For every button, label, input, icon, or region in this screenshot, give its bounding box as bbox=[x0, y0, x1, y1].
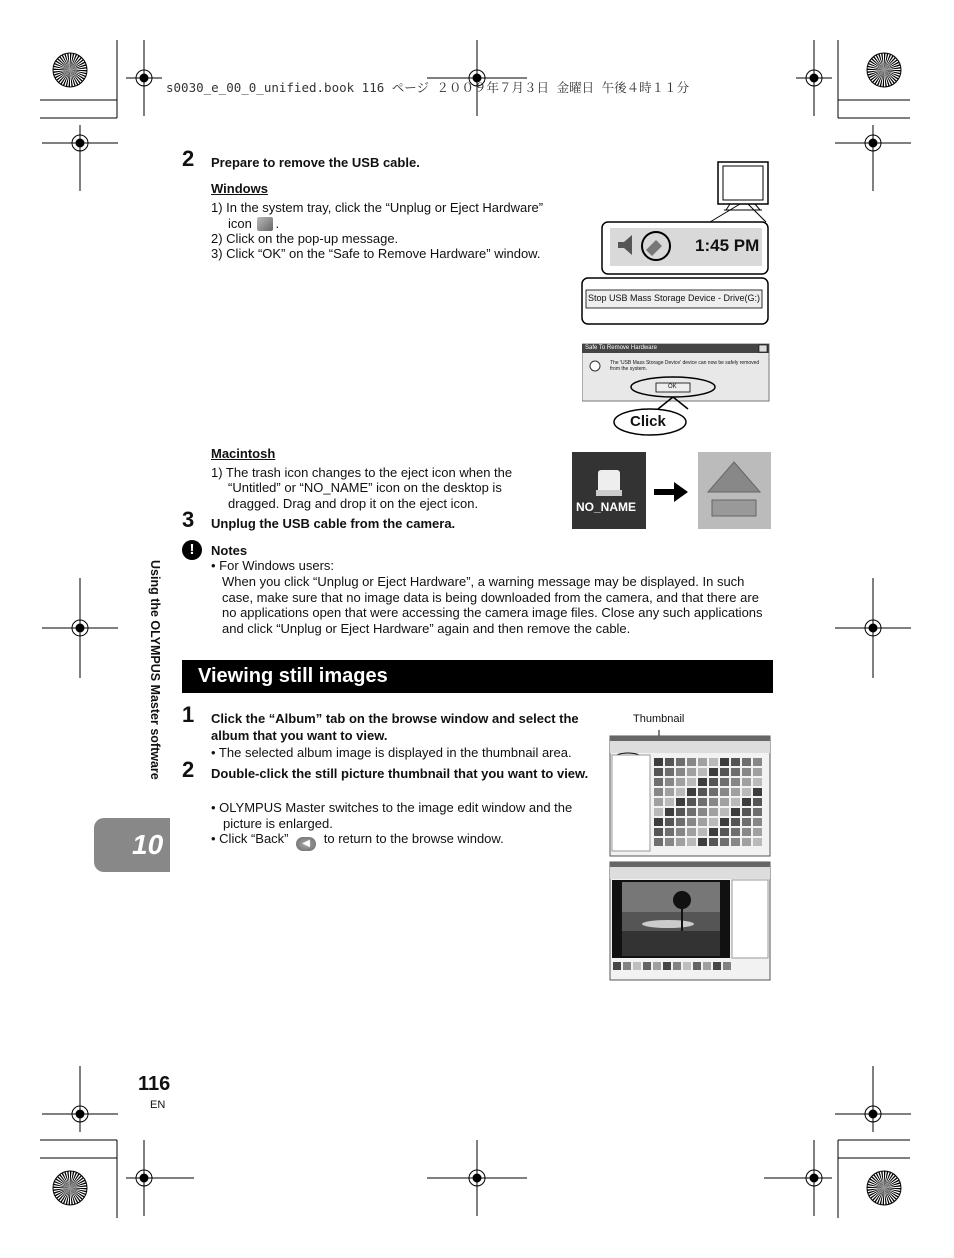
thumbnail-cell bbox=[665, 788, 674, 796]
thumbnail-cell bbox=[742, 808, 751, 816]
thumbnail-cell bbox=[731, 758, 740, 766]
thumbnail-cell bbox=[731, 808, 740, 816]
registration-star bbox=[70, 53, 71, 70]
thumbnail-cell bbox=[720, 758, 729, 766]
registration-star bbox=[69, 1188, 70, 1205]
thumbnail-cell bbox=[731, 778, 740, 786]
safe-remove-dialog bbox=[582, 343, 770, 438]
thumbnail-cell bbox=[687, 768, 696, 776]
mac-line-1: 1) The trash icon changes to the eject icon when the bbox=[211, 465, 513, 480]
thumbnail-cell bbox=[665, 758, 674, 766]
thumbnail-cell bbox=[698, 768, 707, 776]
step-heading: Click the “Album” tab on the browse window and select the album that you want to view. bbox=[211, 711, 579, 743]
thumbnail-cell bbox=[654, 838, 663, 846]
registration-star bbox=[884, 70, 901, 71]
registration-star bbox=[69, 70, 70, 87]
software-screenshots bbox=[608, 726, 773, 982]
step-bullet: • The selected album image is displayed in the thumbnail area. bbox=[211, 745, 572, 760]
filmstrip-cell bbox=[703, 962, 711, 970]
thumbnail-cell bbox=[720, 768, 729, 776]
step-number: 2 bbox=[182, 146, 195, 171]
thumbnail-cell bbox=[676, 838, 685, 846]
thumbnail-cell bbox=[676, 798, 685, 806]
registration-star bbox=[70, 1188, 87, 1189]
thumbnail-cell bbox=[687, 828, 696, 836]
windows-line-2: 2) Click on the pop-up message. bbox=[211, 231, 399, 246]
thumbnail-cell bbox=[742, 758, 751, 766]
thumbnail-cell bbox=[753, 838, 762, 846]
step-number: 2 bbox=[182, 757, 195, 782]
thumbnail-cell bbox=[742, 768, 751, 776]
system-tray-illustration bbox=[580, 160, 772, 328]
page-number: 116 bbox=[138, 1073, 171, 1095]
registration-star bbox=[884, 1171, 885, 1188]
thumbnail-cell bbox=[676, 778, 685, 786]
thumbnail-cell bbox=[676, 768, 685, 776]
thumbnail-cell bbox=[742, 798, 751, 806]
thumbnail-cell bbox=[665, 798, 674, 806]
filmstrip-cell bbox=[723, 962, 731, 970]
dialog-svg bbox=[582, 343, 770, 438]
thumbnail-cell bbox=[654, 808, 663, 816]
registration-star bbox=[867, 1187, 884, 1188]
step-number: 1 bbox=[182, 702, 195, 727]
thumbnail-cell bbox=[731, 788, 740, 796]
thumbnail-cell bbox=[720, 798, 729, 806]
filmstrip-cell bbox=[683, 962, 691, 970]
thumbnail-cell bbox=[676, 828, 685, 836]
thumbnail-cell bbox=[720, 818, 729, 826]
step-number: 3 bbox=[182, 507, 195, 532]
no-name-label: NO_NAME bbox=[576, 500, 637, 514]
thumbnail-cell bbox=[720, 838, 729, 846]
thumbnail-label: Thumbnail bbox=[633, 713, 685, 725]
popup-message[interactable]: Stop USB Mass Storage Device - Drive(G:) bbox=[588, 293, 761, 303]
thumbnail-cell bbox=[654, 768, 663, 776]
filmstrip-cell bbox=[623, 962, 631, 970]
thumbnail-cell bbox=[709, 778, 718, 786]
back-arrow-icon: ◀ bbox=[296, 837, 316, 851]
filmstrip-cell bbox=[613, 962, 621, 970]
mac-line-2: “Untitled” or “NO_NAME” icon on the desktop is bbox=[228, 480, 502, 495]
thumbnail-cell bbox=[654, 758, 663, 766]
thumbnail-cell bbox=[654, 778, 663, 786]
filmstrip-cell bbox=[673, 962, 681, 970]
filmstrip-cell bbox=[663, 962, 671, 970]
chapter-tab bbox=[94, 818, 170, 872]
registration-star bbox=[53, 69, 70, 70]
thumbnail-cell bbox=[698, 798, 707, 806]
macintosh-heading: Macintosh bbox=[211, 446, 276, 461]
thumbnail-cell bbox=[665, 808, 674, 816]
thumbnail-cell bbox=[720, 778, 729, 786]
thumbnail-cell bbox=[709, 808, 718, 816]
section-bar bbox=[182, 660, 773, 693]
step-heading: Prepare to remove the USB cable. bbox=[211, 155, 420, 170]
filmstrip-cell bbox=[653, 962, 661, 970]
thumbnail-cell bbox=[676, 758, 685, 766]
thumbnail-cell bbox=[742, 778, 751, 786]
thumbnail-cell bbox=[654, 788, 663, 796]
thumbnail-cell bbox=[753, 798, 762, 806]
thumbnail-cell bbox=[665, 818, 674, 826]
dialog-ok-button[interactable]: OK bbox=[668, 384, 677, 390]
registration-star bbox=[883, 70, 884, 87]
thumbnail-cell bbox=[731, 768, 740, 776]
thumbnail-cell bbox=[742, 788, 751, 796]
registration-star bbox=[867, 69, 884, 70]
thumbnail-cell bbox=[665, 838, 674, 846]
dialog-title: Safe To Remove Hardware bbox=[585, 345, 657, 351]
thumbnail-cell bbox=[698, 818, 707, 826]
thumbnail-cell bbox=[709, 788, 718, 796]
thumbnail-cell bbox=[753, 828, 762, 836]
thumbnail-cell bbox=[720, 828, 729, 836]
notes-text: When you click “Unplug or Eject Hardware”, a warning message may be displayed. In such case, make sure that no image data is being downloaded from the camera, and that there are no applications open that were accessing the camera image files. Close any such applications and click “Unplug or Eject Hardware” again and then remove the cable. bbox=[222, 574, 763, 636]
section-title: Viewing still images bbox=[198, 665, 388, 687]
windows-heading: Windows bbox=[211, 181, 268, 196]
thumbnail-cell bbox=[731, 838, 740, 846]
windows-line-icon bbox=[228, 216, 279, 232]
thumbnail-cell bbox=[709, 768, 718, 776]
sidebar-text: Using the OLYMPUS Master software bbox=[148, 560, 162, 780]
mac-line-3: dragged. Drag and drop it on the eject icon. bbox=[228, 496, 479, 511]
click-label: Click bbox=[630, 413, 666, 430]
windows-line-1: 1) In the system tray, click the “Unplug or Eject Hardware” bbox=[211, 200, 544, 215]
registration-star bbox=[884, 1188, 901, 1189]
thumbnail-cell bbox=[698, 828, 707, 836]
thumbnail-cell bbox=[742, 818, 751, 826]
registration-star bbox=[884, 53, 885, 70]
thumbnail-cell bbox=[731, 828, 740, 836]
chapter-number: 10 bbox=[132, 829, 164, 860]
dialog-message: The 'USB Mass Storage Device' device can now be safely removed from the system. bbox=[610, 360, 760, 372]
registration-star bbox=[53, 1187, 70, 1188]
thumbnail-cell bbox=[654, 798, 663, 806]
windows-line-3: 3) Click “OK” on the “Safe to Remove Hardware” window. bbox=[211, 246, 541, 261]
thumbnail-cell bbox=[676, 788, 685, 796]
thumbnail-cell bbox=[720, 788, 729, 796]
back-text-pre: • Click “Back” bbox=[211, 831, 289, 846]
thumbnail-cell bbox=[698, 808, 707, 816]
filmstrip-cell bbox=[693, 962, 701, 970]
notes-heading: Notes bbox=[211, 543, 248, 558]
mac-svg bbox=[572, 452, 771, 529]
caution-icon: ! bbox=[182, 540, 202, 560]
notes-lead: • For Windows users: bbox=[211, 558, 335, 573]
back-text-post: to return to the browse window. bbox=[323, 831, 504, 846]
thumbnail-cell bbox=[753, 778, 762, 786]
thumbnail-cell bbox=[687, 818, 696, 826]
thumbnail-cell bbox=[676, 818, 685, 826]
thumbnail-cell bbox=[654, 818, 663, 826]
sidebar-vertical bbox=[148, 560, 178, 810]
thumbnail-cell bbox=[753, 818, 762, 826]
step-heading: Double-click the still picture thumbnail that you want to view. bbox=[211, 766, 589, 781]
thumbnail-cell bbox=[709, 838, 718, 846]
windows-icon-word: icon bbox=[228, 216, 252, 231]
step-heading: Unplug the USB cable from the camera. bbox=[211, 516, 456, 531]
thumbnail-cell bbox=[687, 838, 696, 846]
thumbnail-cell bbox=[709, 828, 718, 836]
icon-suffix: . bbox=[275, 216, 280, 231]
thumbnail-cell bbox=[698, 788, 707, 796]
thumbnail-cell bbox=[687, 758, 696, 766]
registration-star bbox=[70, 70, 87, 71]
thumbnail-cell bbox=[676, 808, 685, 816]
thumbnail-cell bbox=[753, 768, 762, 776]
thumbnail-cell bbox=[753, 788, 762, 796]
thumbnail-cell bbox=[687, 778, 696, 786]
tray-time: 1:45 PM bbox=[695, 236, 760, 255]
thumbnail-cell bbox=[753, 808, 762, 816]
thumbnail-cell bbox=[709, 758, 718, 766]
thumbnail-cell bbox=[687, 798, 696, 806]
thumbnail-cell bbox=[665, 768, 674, 776]
thumbnail-cell bbox=[742, 838, 751, 846]
thumbnail-cell bbox=[753, 758, 762, 766]
file-info-header: s0030_e_00_0_unified.book 116 ページ ２００９年７月３日 金曜日 午後４時１１分 bbox=[166, 80, 690, 95]
thumbnail-cell bbox=[742, 828, 751, 836]
thumbnail-cell bbox=[687, 808, 696, 816]
registration-star bbox=[883, 1188, 884, 1205]
thumbnail-cell bbox=[709, 818, 718, 826]
thumbnail-cell bbox=[731, 818, 740, 826]
thumbnail-cell bbox=[698, 778, 707, 786]
thumbnail-cell bbox=[731, 798, 740, 806]
thumbnail-cell bbox=[709, 798, 718, 806]
thumbnail-cell bbox=[665, 828, 674, 836]
step-bullet-back bbox=[211, 831, 504, 851]
thumbnail-cell bbox=[720, 808, 729, 816]
thumbnail-cell bbox=[698, 838, 707, 846]
language-code: EN bbox=[150, 1099, 166, 1111]
filmstrip-cell bbox=[633, 962, 641, 970]
eject-hardware-icon bbox=[257, 217, 273, 231]
thumbnail-cell bbox=[687, 788, 696, 796]
thumbnail-cell bbox=[665, 778, 674, 786]
filmstrip-cell bbox=[643, 962, 651, 970]
mac-eject-illustration bbox=[572, 452, 771, 529]
filmstrip-cell bbox=[713, 962, 721, 970]
thumbnail-cell bbox=[654, 828, 663, 836]
registration-star bbox=[70, 1171, 71, 1188]
thumbnail-cell bbox=[698, 758, 707, 766]
step-bullet: • OLYMPUS Master switches to the image edit window and the picture is enlarged. bbox=[211, 800, 573, 831]
